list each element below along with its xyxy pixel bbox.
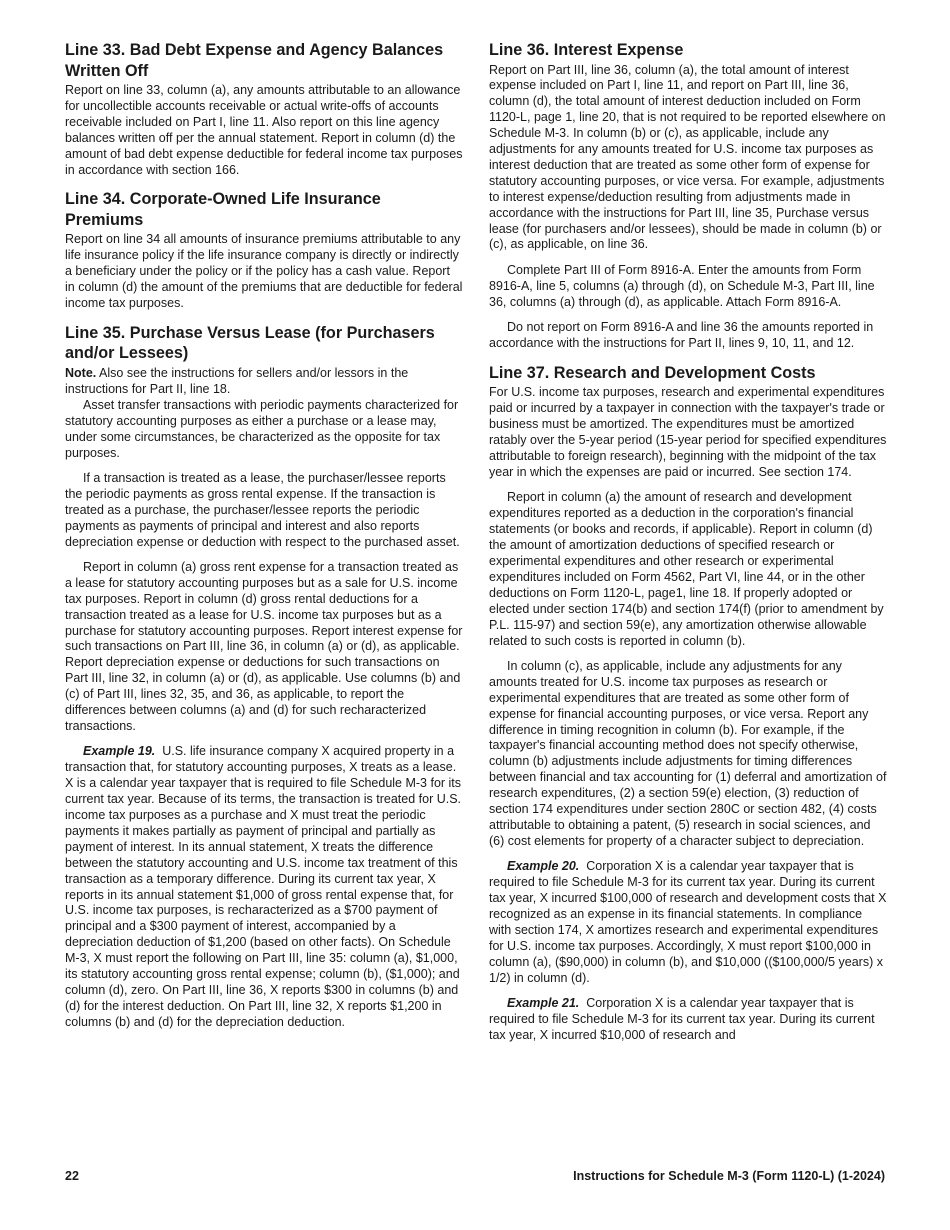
paragraph: Report on line 34 all amounts of insurance premiums attributable to any life insurance policy if the life insurance company is directly or indirectly a beneficiary under the policy or if the policy has a cash value. Report in column (d) the amount of the premiums that are deductible for federal income tax purposes. [65, 232, 463, 311]
section-heading: Line 37. Research and Development Costs [489, 363, 816, 382]
section-line-36 [489, 40, 887, 352]
section-heading: Line 34. Corporate-Owned Life Insurance Premiums [65, 190, 381, 229]
section-heading: Line 35. Purchase Versus Lease (for Purchasers and/or Lessees) [65, 323, 435, 363]
section-heading: Line 36. Interest Expense [489, 41, 684, 59]
left-column [65, 40, 463, 1042]
section-line-35 [65, 323, 463, 1031]
paragraph: Report in column (a) the amount of research and development expenditures reported as a deduction in the corporation's financial statements (or books and records, if applicable). Report in column (d) the amount of amortization deductions of specified research or experimental expenditures and other research or experimental expenditures included on Form 4562, Part VI, line 44, or in the other deductions on Form 1120-L, page1, line 18. If properly adopted or elected under section 174(b) and section 174(f) (prior to amendment by P.L. 115-97) and section 59(e), any amortization otherwise allowable related to such costs is reported in column (b). [489, 490, 884, 648]
example-label: Example 19. [83, 744, 156, 759]
example-label: Example 21. [507, 996, 580, 1011]
note-paragraph [65, 366, 463, 398]
footer-title: Instructions for Schedule M-3 (Form 1120-L) (1-2024) [573, 1169, 885, 1183]
note-text: Also see the instructions for sellers and/or lessors in the instructions for Part II, line 18. [65, 365, 409, 396]
example-paragraph [65, 744, 463, 1030]
paragraph: Report on Part III, line 36, column (a), the total amount of interest expense included on Part I, line 11, and report on Part III, line 36, column (d), the total amount of interest deduction included on Form 1120-L, page 1, line 20, that is not required to be reported elsewhere on Schedule M-3. In column (b) or (c), as applicable, include any adjustments for any amounts treated for U.S. income tax purposes as interest deduction that are treated as some other form of expense for statutory accounting purposes, or vice versa. For example, adjustments to interest expense/deduction resulting from adjustments made in accordance with the instructions for Part III, line 35, Purchase versus lease (for purchasers and/or lessees), should be made in column (b) or (c), as applicable, on line 36. [489, 62, 886, 252]
note-label: Note. [65, 365, 97, 380]
paragraph: Asset transfer transactions with periodic payments characterized for statutory accounting purposes as either a purchase or a lease may, under some circumstances, be characterized as the opposite for tax purposes. [65, 397, 459, 460]
paragraph: Report on line 33, column (a), any amounts attributable to an allowance for uncollectible accounts receivable or actual write-offs of accounts receivable included on Part I, line 11. Also report on this line agency balances written off per the annual statement. Report in column (d) the amount of bad debt expense deductible for federal income tax purposes in accordance with section 166. [65, 83, 463, 177]
example-paragraph [489, 996, 887, 1044]
section-line-37 [489, 363, 887, 1044]
example-label: Example 20. [507, 859, 580, 874]
example-paragraph [489, 859, 887, 986]
right-column [489, 40, 887, 1055]
paragraph: Complete Part III of Form 8916-A. Enter the amounts from Form 8916-A, line 5, columns (a) through (d), on Schedule M-3, Part III, line 36, columns (a) through (d), as applicable. Attach Form 8916-A. [489, 262, 875, 309]
paragraph: For U.S. income tax purposes, research and experimental expenditures paid or incurred by a taxpayer in connection with the taxpayer's trade or business must be amortized. The expenditures must be amortized ratably over the 5-year period (15-year period for specified expenditures attributable to foreign research), beginning with the midpoint of the tax year in which the expenses are paid or incurred. See section 174. [489, 385, 887, 479]
section-line-34 [65, 189, 463, 312]
paragraph: Do not report on Form 8916-A and line 36 the amounts reported in accordance with the instructions for Part II, lines 9, 10, 11, and 12. [489, 320, 874, 350]
paragraph: If a transaction is treated as a lease, the purchaser/lessee reports the periodic payments as gross rental expense. If the transaction is treated as a purchase, the purchaser/lessee reports the periodic payments as payments of principal and interest and also reports depreciation expense or deduction with respect to the purchased asset. [65, 470, 460, 549]
page-number: 22 [65, 1169, 79, 1183]
paragraph: In column (c), as applicable, include any adjustments for any amounts treated for U.S. income tax purposes as research or experimental expenditures that are treated as some other form of expense for financial accounting purposes, or vice versa. Report any difference in timing recognition in column (b). For example, if the taxpayer's financial accounting method does not specify otherwise, column (b) adjustments include adjustments for timing differences between financial and tax accounting for (1) deferral and amortization of research expenditures, (2) a section 59(e) election, (3) reduction of section 174 expenditures under section 280C or section 482, (4) costs attributable to obtaining a patent, (5) research in social sciences, and (6) cost elements for property of a character subject to depreciation. [489, 658, 887, 848]
example-text: Corporation X is a calendar year taxpayer that is required to file Schedule M-3 for its current tax year. During its current tax year, X incurred $100,000 of research and development costs that X recognized as an expense in its financial statements. In compliance with section 174, X amortizes research and experimental expenditures for U.S. income tax purposes. Accordingly, X must report $100,000 in column (a), ($90,000) in column (b), and $10,000 (($100,000/5 years) x 1/2) in column (d). [489, 859, 887, 985]
example-text: U.S. life insurance company X acquired property in a transaction that, for statutory accounting purposes, X treats as a lease. X is a calendar year taxpayer that is required to file Schedule M-3 for its current tax year. Because of its terms, the transaction is treated for U.S. income tax purposes as a purchase and X must treat the periodic payments it makes partially as payment of principal and partially as payment of interest. In its annual statement, X treats the difference between the statutory accounting and U.S. income tax treatment of this transaction as a temporary difference. During its current tax year, X reports in its annual statement $1,000 of gross rental expense that, for U.S. income tax purposes, is recharacterized as a $700 payment of principal and a $300 payment of interest, accompanied by a depreciation deduction of $1,200 (based on other facts). On Schedule M-3, X must report the following on Part III, line 35: column (a), $1,000, its statutory accounting gross rental expense; column (b), ($1,000); and column (d), zero. On Part III, line 36, X reports $300 in columns (b) and (d) for the interest deduction. On Part III, line 32, X reports $1,200 in columns (b) and (d) for the depreciation deduction. [65, 744, 462, 1029]
paragraph: Report in column (a) gross rent expense for a transaction treated as a lease for statutory accounting purposes but as a sale for U.S. income tax purposes. Report in column (d) gross rental deductions for a transaction treated as a lease for U.S. income tax purposes but as a purchase for statutory accounting purposes. Report interest expense for such transactions on Part III, line 36, in column (a) or (d), as applicable. Report depreciation expense or deductions for such transactions on Part III, line 32, in column (a) or (d), as applicable. Use columns (b) and (c) of Part III, lines 32, 35, and 36, as applicable, to report the differences between columns (a) and (d) for such recharacterized transactions. [65, 559, 463, 733]
section-heading: Line 33. Bad Debt Expense and Agency Balances Written Off [65, 41, 444, 80]
section-line-33 [65, 40, 463, 178]
example-text: Corporation X is a calendar year taxpayer that is required to file Schedule M-3 for its current tax year. During its current tax year, X incurred $10,000 of research and [489, 996, 875, 1042]
